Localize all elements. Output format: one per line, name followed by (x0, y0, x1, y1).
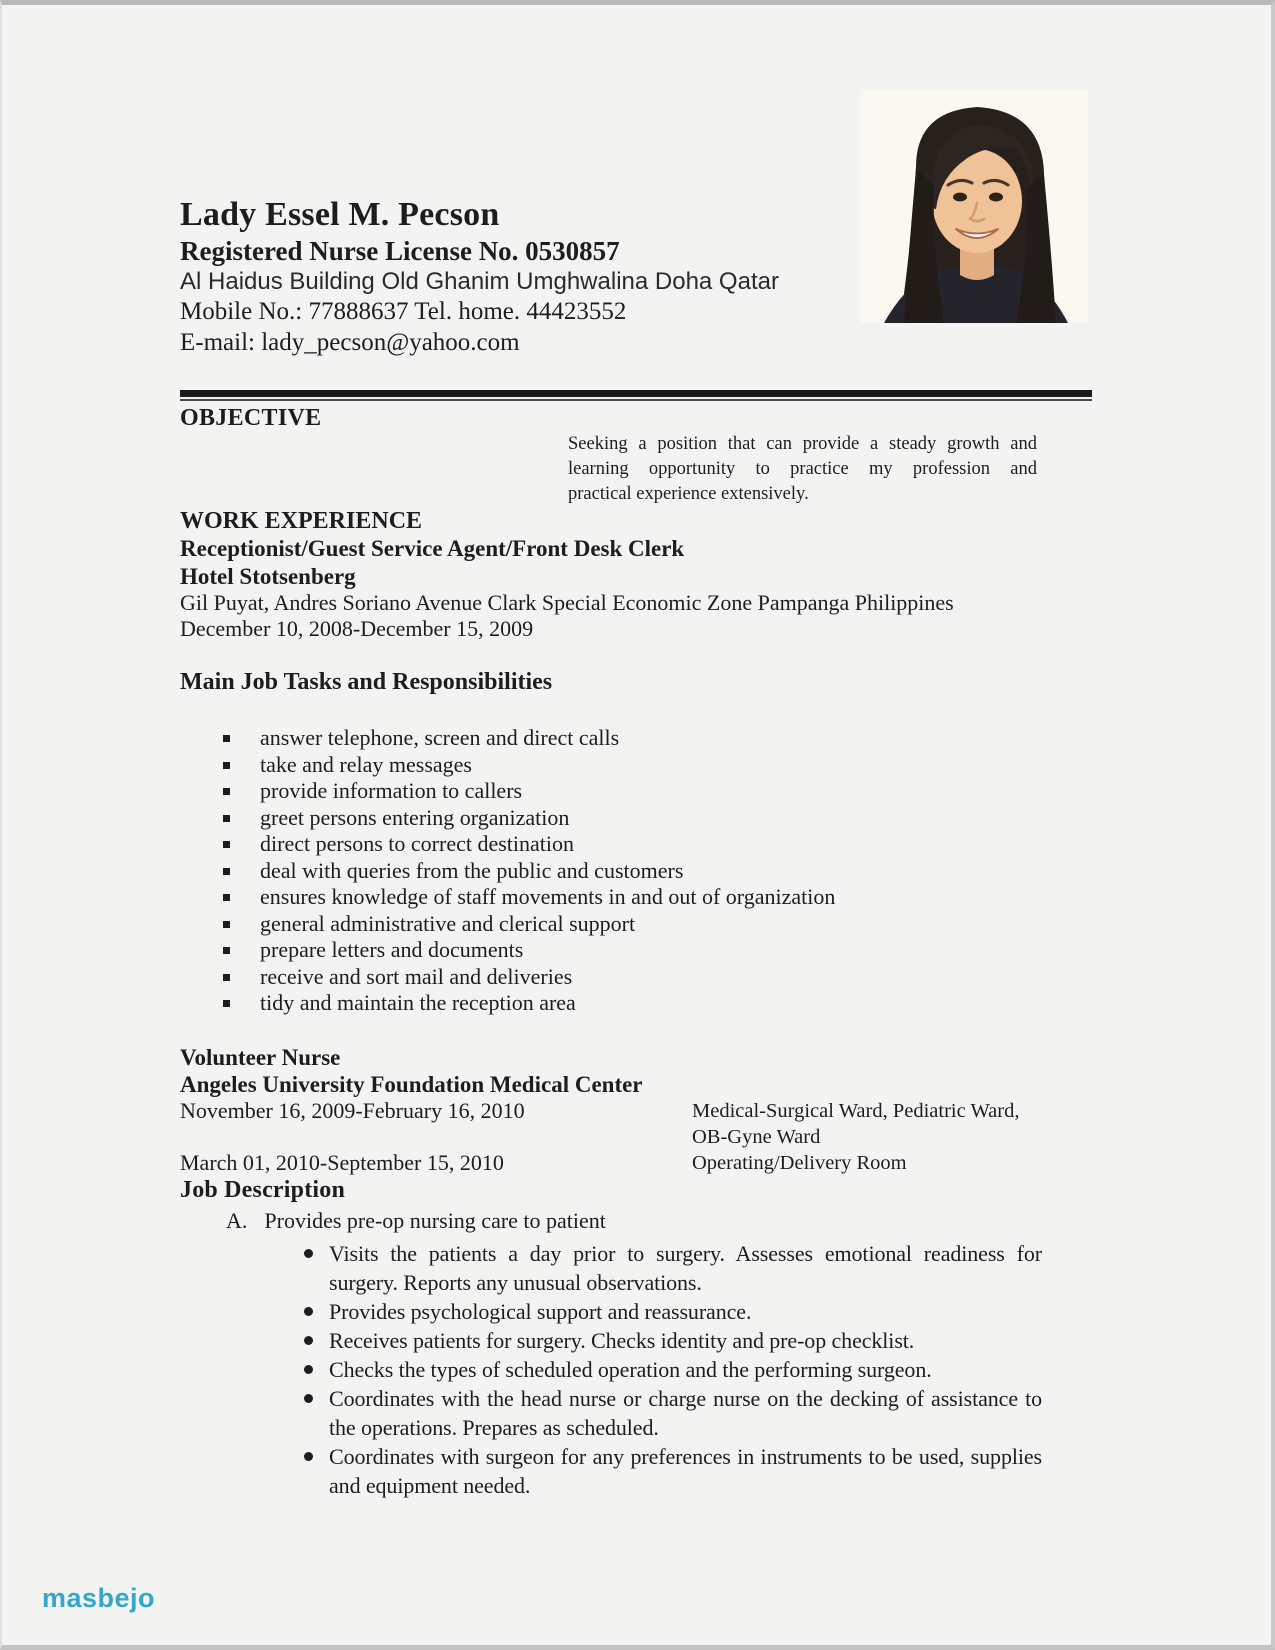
job-description-section (180, 1176, 1042, 1500)
resume-header (180, 195, 1042, 359)
round-bullet-icon (304, 1394, 313, 1403)
list-item-text: take and relay messages (260, 751, 472, 777)
list-item-text: ensures knowledge of staff movements in and out of organization (260, 884, 836, 909)
round-bullet-icon (304, 1249, 313, 1258)
list-item-text: provide information to callers (260, 778, 523, 803)
square-bullet-icon (223, 815, 230, 822)
list-item-text: general administrative and clerical support (260, 910, 636, 936)
list-item (180, 1239, 1042, 1297)
list-item-text: Provides psychological support and reassurance. (329, 1298, 752, 1324)
square-bullet-icon (223, 894, 230, 901)
site-watermark: masbejo (42, 1583, 156, 1613)
list-item (180, 858, 1042, 885)
job-title: Receptionist/Guest Service Agent/Front Desk Clerk (180, 536, 685, 561)
list-item-text: prepare letters and documents (260, 937, 524, 962)
assignment-dates: November 16, 2009-February 16, 2010 (180, 1097, 525, 1123)
objective-text (568, 432, 1037, 507)
list-item (180, 1442, 1042, 1500)
volunteer-section (180, 1044, 1042, 1176)
round-bullet-icon (304, 1336, 313, 1345)
applicant-name: Lady Essel M. Pecson (180, 196, 500, 233)
assignment-ward (692, 1098, 1019, 1150)
employer-name: Hotel Stotsenberg (180, 564, 356, 589)
list-item-text: Checks the types of scheduled operation and the performing surgeon. (329, 1356, 932, 1382)
job-description-heading: Job Description (180, 1176, 345, 1203)
objective-section (180, 404, 1042, 507)
objective-line: learning opportunity to practice my profession and (568, 459, 1037, 479)
ward-line: OB-Gyne Ward (692, 1125, 821, 1148)
list-item-text: Receives patients for surgery. Checks identity and pre-op checklist. (329, 1327, 915, 1353)
list-item (180, 964, 1042, 991)
square-bullet-icon (223, 841, 230, 848)
assignment-row (180, 1098, 1042, 1150)
square-bullet-icon (223, 974, 230, 981)
item-a-text: Provides pre-op nursing care to patient (264, 1207, 606, 1233)
volunteer-title: Volunteer Nurse (180, 1044, 341, 1070)
square-bullet-icon (223, 921, 230, 928)
objective-line: practical experience extensively. (568, 484, 809, 504)
list-item (180, 1326, 1042, 1355)
license-number-line: Registered Nurse License No. 0530857 (180, 236, 620, 266)
square-bullet-icon (223, 788, 230, 795)
tasks-heading: Main Job Tasks and Responsibilities (180, 669, 553, 695)
round-bullet-icon (304, 1452, 313, 1461)
job-description-bullet-list (180, 1239, 1042, 1500)
list-item (180, 1384, 1042, 1442)
objective-line: Seeking a position that can provide a steady growth and (568, 434, 1037, 454)
resume-content (180, 5, 1042, 1500)
list-item-text: direct persons to correct destination (260, 831, 575, 856)
phone-line: Mobile No.: 77888637 Tel. home. 44423552 (180, 298, 627, 325)
tasks-list (180, 725, 1042, 1017)
square-bullet-icon (223, 1000, 230, 1007)
list-item-text: greet persons entering organization (260, 804, 570, 830)
list-item-text: Coordinates with the head nurse or charge nurse on the decking of assistance to the operations. Prepares as scheduled. (329, 1385, 1042, 1440)
address-line: Al Haidus Building Old Ghanim Umghwalina Doha Qatar (180, 268, 779, 295)
work-experience-section (180, 507, 1042, 1017)
list-item-text: Coordinates with surgeon for any preferences in instruments to be used, supplies and equipment needed. (329, 1443, 1042, 1498)
list-item (180, 990, 1042, 1017)
list-item (180, 937, 1042, 964)
list-item-text: tidy and maintain the reception area (260, 990, 576, 1015)
square-bullet-icon (223, 868, 230, 875)
ward-line: Operating/Delivery Room (692, 1151, 907, 1174)
list-item-text: answer telephone, screen and direct calls (260, 725, 620, 750)
list-item (180, 752, 1042, 779)
volunteer-organization: Angeles University Foundation Medical Center (180, 1071, 643, 1097)
assignment-dates: March 01, 2010-September 15, 2010 (180, 1149, 504, 1175)
job-description-item-a (226, 1206, 1042, 1235)
list-item (180, 725, 1042, 752)
objective-divider (180, 390, 1092, 402)
list-item (180, 831, 1042, 858)
list-item (180, 805, 1042, 832)
assignment-ward (692, 1150, 907, 1176)
email-line: E-mail: lady_pecson@yahoo.com (180, 329, 520, 356)
ward-line: Medical-Surgical Ward, Pediatric Ward, (692, 1099, 1020, 1122)
list-item-text: Visits the patients a day prior to surgery. Assesses emotional readiness for surgery. Reports any unusual observations. (329, 1240, 1042, 1295)
list-item (180, 1355, 1042, 1384)
round-bullet-icon (304, 1365, 313, 1374)
square-bullet-icon (223, 735, 230, 742)
employer-address: Gil Puyat, Andres Soriano Avenue Clark Special Economic Zone Pampanga Philippines (180, 590, 954, 615)
list-item-text: receive and sort mail and deliveries (260, 963, 573, 989)
round-bullet-icon (304, 1307, 313, 1316)
list-item (180, 778, 1042, 805)
square-bullet-icon (223, 762, 230, 769)
item-a-marker: A. (226, 1207, 248, 1233)
list-item (180, 884, 1042, 911)
assignment-row (180, 1150, 1042, 1176)
list-item (180, 911, 1042, 938)
list-item (180, 1297, 1042, 1326)
list-item-text: deal with queries from the public and customers (260, 857, 684, 883)
work-experience-heading: WORK EXPERIENCE (180, 508, 423, 534)
employment-dates: December 10, 2008-December 15, 2009 (180, 616, 534, 641)
objective-heading: OBJECTIVE (180, 405, 322, 431)
square-bullet-icon (223, 947, 230, 954)
